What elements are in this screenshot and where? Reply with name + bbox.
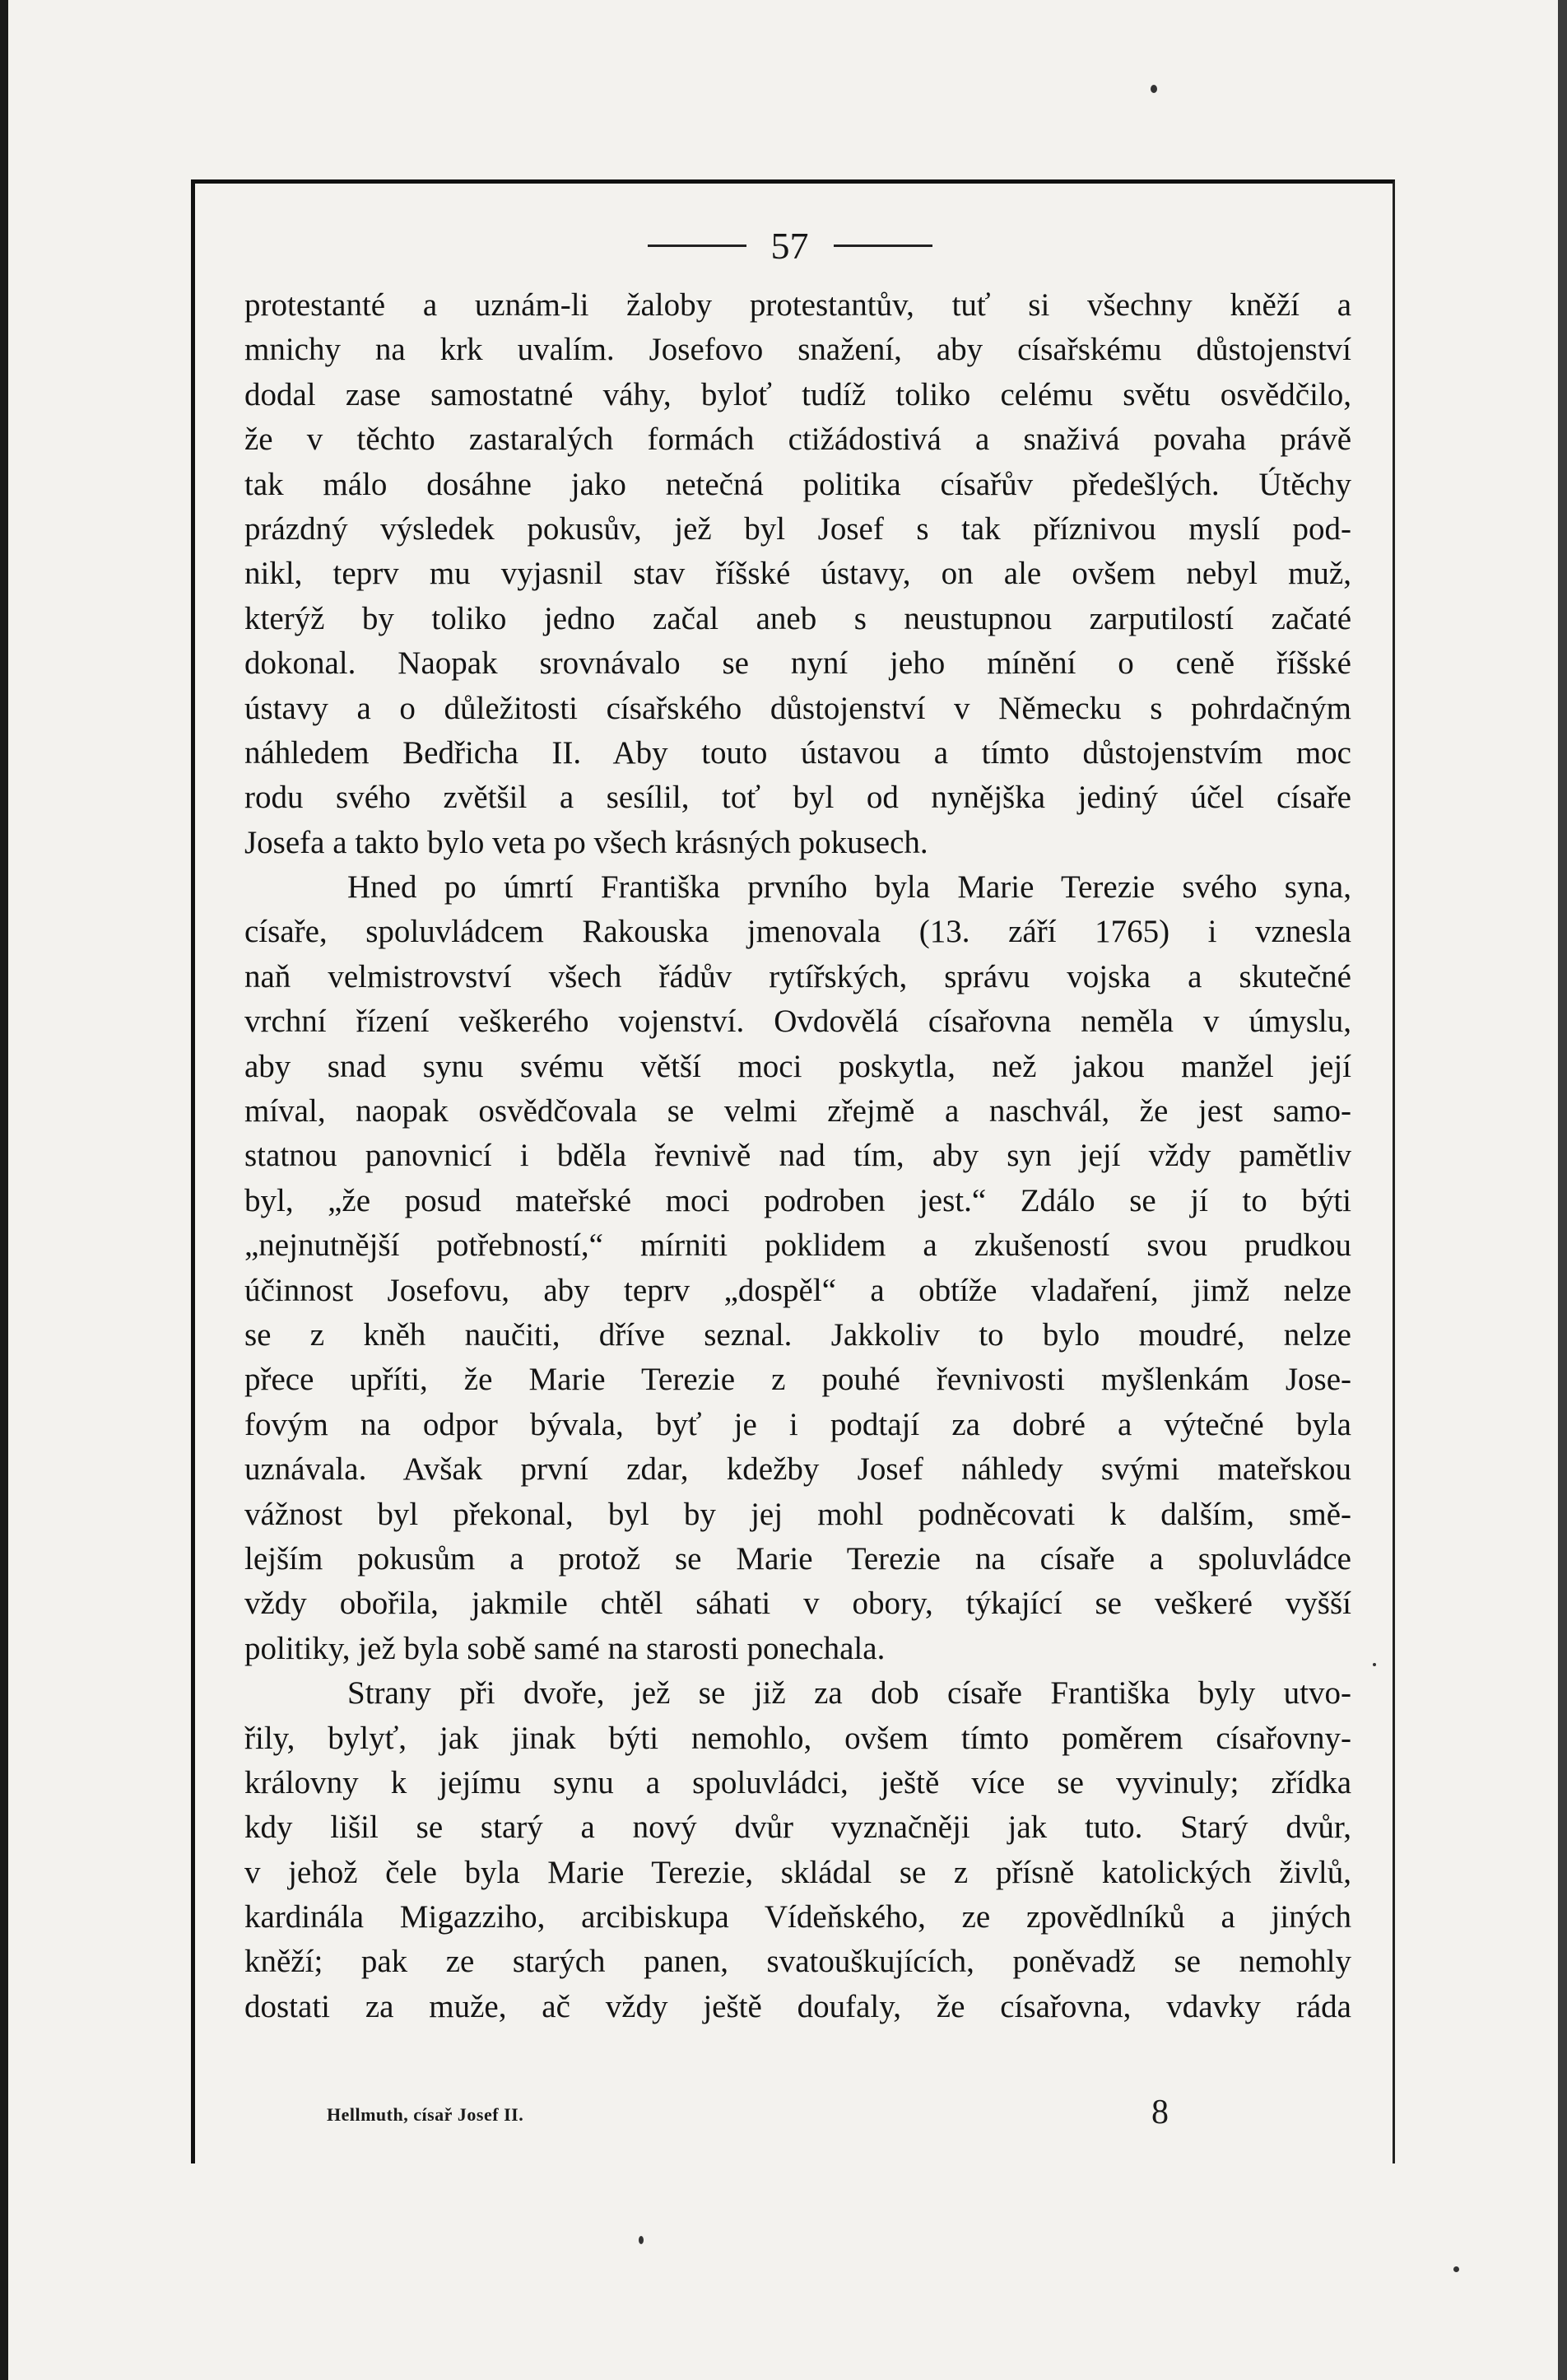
text-line: fovým na odpor bývala, byť je i podtají za dobré a výtečné byla [244, 1406, 1351, 1442]
text-line: Josefa a takto bylo veta po všech krásných pokusech. [244, 824, 928, 860]
text-line: míval, naopak osvědčovala se velmi zřejmě a naschvál, že jest samo- [244, 1093, 1351, 1129]
text-line: aby snad synu svému větší moci poskytla, než jakou manžel její [244, 1048, 1351, 1084]
text-line: náhledem Bedřicha II. Aby touto ústavou a tímto důstojenstvím moc [244, 734, 1351, 771]
text-line: protestanté a uznám-li žaloby protestantův, tuť si všechny kněží a [244, 287, 1351, 323]
text-line: kardinála Migazziho, arcibiskupa Vídeňského, ze zpovědlníků a jiných [244, 1899, 1351, 1935]
text-line: vždy obořila, jakmile chtěl sáhati v obory, týkající se veškeré vyšší [244, 1586, 1351, 1622]
text-line: v jehož čele byla Marie Terezie, skládal se z přísně katolických živlů, [244, 1854, 1351, 1890]
text-line: byl, „že posud mateřské moci podroben jest.“ Zdálo se jí to býti [244, 1182, 1351, 1218]
text-line: prázdný výsledek pokusův, jež byl Josef s tak příznivou myslí pod- [244, 510, 1351, 547]
page-number: 57 [770, 224, 809, 267]
text-line: dodal zase samostatné váhy, byloť tudíž toliko celému světu osvědčilo, [244, 376, 1351, 412]
footer-signature-mark: 8 [1151, 2094, 1169, 2131]
page-header [191, 221, 1388, 270]
text-line: mnichy na krk uvalím. Josefovo snažení, aby císařskému důstojenství [244, 332, 1351, 368]
text-line: rodu svého zvětšil a sesílil, toť byl od nynějška jediný účel císaře [244, 780, 1351, 816]
text-line: vrchní řízení veškerého vojenství. Ovdovělá císařovna neměla v úmyslu, [244, 1004, 1351, 1040]
text-line: řily, bylyť, jak jinak býti nemohlo, ovšem tímto poměrem císařovny- [244, 1720, 1351, 1756]
text-line: že v těchto zastaralých formách ctižádostivá a snaživá povaha právě [244, 422, 1351, 458]
scan-edge-right [1558, 0, 1567, 2380]
text-line: politiky, jež byla sobě samé na starosti ponechala. [244, 1630, 886, 1666]
scan-speck [639, 2236, 644, 2244]
text-line: statnou panovnicí i bděla řevnivě nad tím, aby syn její vždy pamětliv [244, 1138, 1351, 1174]
scan-speck [1453, 2266, 1459, 2272]
scan-speck [1151, 85, 1157, 93]
text-line: ústavy a o důležitosti císařského důstojenství v Německu s pohrdačným [244, 690, 1351, 726]
header-dash-left [648, 245, 746, 247]
text-line: lejším pokusům a protož se Marie Terezie na císaře a spoluvládce [244, 1540, 1351, 1577]
text-line: vážnost byl překonal, byl by jej mohl podněcovati k dalším, smě- [244, 1496, 1351, 1532]
text-line: Hned po úmrtí Františka prvního byla Marie Terezie svého syna, [347, 869, 1351, 906]
text-line: dokonal. Naopak srovnávalo se nyní jeho mínění o ceně říšské [244, 645, 1351, 682]
text-line: Strany při dvoře, jež se již za dob císaře Františka byly utvo- [347, 1675, 1351, 1712]
text-line: kdy lišil se starý a nový dvůr vyznačněji jak tuto. Starý dvůr, [244, 1809, 1351, 1846]
scan-speck [1373, 1663, 1376, 1666]
text-line: císaře, spoluvládcem Rakouska jmenovala (13. září 1765) i vznesla [244, 914, 1351, 950]
text-line: dostati za muže, ač vždy ještě doufaly, že císařovna, vdavky ráda [244, 1988, 1351, 2024]
text-line: naň velmistrovství všech řádův rytířských, správu vojska a skutečné [244, 958, 1351, 994]
scan-edge-left [0, 0, 8, 2380]
body-text [244, 283, 1351, 2029]
header-dash-right [834, 245, 932, 247]
text-line: účinnost Josefovu, aby teprv „dospěl“ a obtíže vladaření, jimž nelze [244, 1272, 1351, 1308]
text-line: kterýž by toliko jedno začal aneb s neustupnou zarputilostí začaté [244, 600, 1351, 636]
footer-signature: Hellmuth, císař Josef II. [327, 2104, 524, 2125]
text-line: tak málo dosáhne jako netečná politika císařův předešlých. Útěchy [244, 466, 1351, 502]
page-footer [327, 2093, 1216, 2134]
text-line: nikl, teprv mu vyjasnil stav říšské ústavy, on ale ovšem nebyl muž, [244, 556, 1351, 592]
text-line: se z kněh naučiti, dříve seznal. Jakkoliv to bylo moudré, nelze [244, 1316, 1351, 1353]
text-line: „nejnutnější potřebností,“ mírniti poklidem a zkušeností svou prudkou [244, 1227, 1351, 1264]
text-line: královny k jejímu synu a spoluvládci, ještě více se vyvinuly; zřídka [244, 1764, 1351, 1800]
text-line: kněží; pak ze starých panen, svatouškujících, poněvadž se nemohly [244, 1944, 1351, 1980]
text-line: přece upříti, že Marie Terezie z pouhé řevnivosti myšlenkám Jose- [244, 1362, 1351, 1398]
text-line: uznávala. Avšak první zdar, kdežby Josef náhledy svými mateřskou [244, 1451, 1351, 1488]
